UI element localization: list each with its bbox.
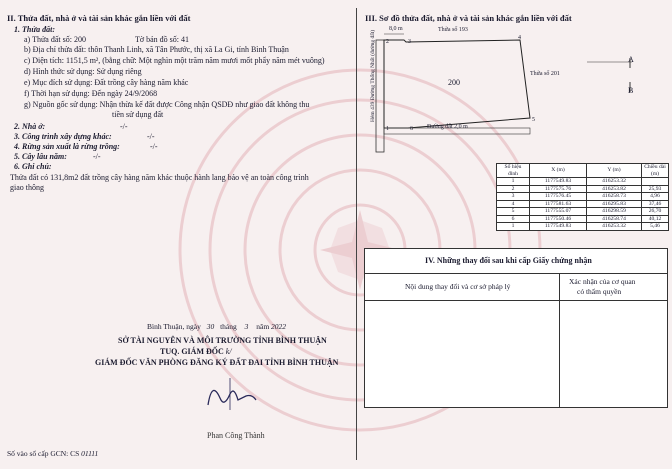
table-row [497, 200, 669, 208]
other-construction-heading: 3. Công trình xây dựng khác: [14, 132, 112, 141]
registration-value: 01111 [81, 449, 99, 458]
parcel-right-label: Thửa số 201 [530, 71, 560, 77]
land-plot-heading: 1. Thửa đất: [14, 25, 56, 34]
table-cell: 6 [497, 215, 530, 223]
col-confirmation-1: Xác nhận của cơ quan [569, 277, 636, 286]
sign-place-date [147, 322, 286, 332]
col-x: X (m) [530, 164, 587, 178]
perennial-trees-heading: 5. Cây lâu năm: [14, 152, 67, 161]
table-cell: 1177575.76 [530, 185, 587, 193]
table-cell: 25,93 [642, 185, 669, 193]
table-cell: 1177549.83 [530, 223, 587, 231]
usage-form: d) Hình thức sử dụng: Sử dụng riêng [24, 67, 142, 76]
section3-title: III. Sơ đồ thửa đất, nhà ở và tài sản khác gắn liền với đất [365, 13, 572, 23]
table-cell: 416258.74 [587, 215, 642, 223]
house-value: -/- [120, 122, 128, 131]
table-cell: 416253.32 [587, 223, 642, 231]
notes-line1: Thửa đất có 131,8m2 đất trồng cây hàng năm khác thuộc hành lang bảo vệ an toàn công trình [10, 173, 309, 182]
table-row [497, 223, 669, 231]
table-header-row [497, 164, 669, 178]
section4-box [364, 248, 668, 408]
tuq-director [160, 347, 232, 357]
registration-number [7, 449, 98, 459]
road-left-label: Hẻm 439 Đường Thống Nhất (đường đất) [370, 29, 376, 122]
marker-a: A [628, 55, 634, 64]
handwritten-signature [200, 370, 260, 420]
sign-month-label: tháng [220, 322, 237, 331]
table-row [497, 208, 669, 216]
signer-role: GIÁM ĐỐC VĂN PHÒNG ĐĂNG KÝ ĐẤT ĐAI TỈNH BÌNH THUẬN [95, 358, 339, 367]
vertex-3: 3 [408, 39, 411, 45]
map-sheet-number: Tờ bản đồ số: 41 [135, 35, 190, 44]
table-cell: 4 [497, 200, 530, 208]
sign-month: 3 [244, 322, 249, 331]
tuq-label: TUQ. GIÁM ĐỐC [160, 347, 224, 356]
table-row [497, 178, 669, 186]
table-cell: 1 [497, 178, 530, 186]
other-construction-value: -/- [147, 132, 155, 141]
notes-line2: giao thông [10, 183, 44, 192]
table-cell: 26,70 [642, 208, 669, 216]
section4-column-separator [559, 274, 560, 407]
vertex-4: 4 [518, 35, 521, 41]
col-length: Chiều dài (m) [642, 164, 669, 178]
vertex-1: 1 [386, 126, 389, 132]
vertex-2: 2 [386, 39, 389, 45]
issuing-org: SỞ TÀI NGUYÊN VÀ MÔI TRƯỜNG TỈNH BÌNH THUẬN [118, 336, 327, 345]
registration-label: Số vào sổ cấp GCN: CS [7, 449, 80, 458]
parcel-number: 200 [448, 78, 460, 87]
vertex-6: 6 [410, 126, 413, 132]
table-cell: 1177555.07 [530, 208, 587, 216]
house-heading: 2. Nhà ở: [14, 122, 46, 131]
sign-year-label: năm [256, 322, 270, 331]
vertex-coordinates-table [496, 163, 669, 231]
marker-b: B [628, 86, 634, 95]
usage-origin-cont: tiền sử dụng đất [112, 110, 164, 119]
sign-place: Bình Thuận, ngày [147, 322, 201, 331]
table-row [497, 193, 669, 201]
table-cell: 1177550.46 [530, 215, 587, 223]
table-cell: 416295.83 [587, 200, 642, 208]
table-cell: 1 [497, 223, 530, 231]
table-cell: 3 [497, 193, 530, 201]
table-cell: 40,12 [642, 215, 669, 223]
section4-title: IV. Những thay đổi sau khi cấp Giấy chứng nhận [425, 256, 592, 265]
section4-header [365, 249, 667, 274]
table-row [497, 215, 669, 223]
table-cell [642, 178, 669, 186]
table-cell: 1177549.83 [530, 178, 587, 186]
section2-title: II. Thửa đất, nhà ở và tài sản khác gắn liền với đất [7, 13, 191, 23]
table-cell: 5,46 [642, 223, 669, 231]
section-divider [356, 8, 357, 460]
col-vertex: Số hiệu đỉnh [497, 164, 530, 178]
table-cell: 1177576.45 [530, 193, 587, 201]
parcel-top-label: Thửa số 193 [438, 27, 468, 33]
table-row [497, 185, 669, 193]
table-cell: 416258.73 [587, 193, 642, 201]
road-bottom-label: Đường đất 2,0 m [427, 124, 468, 130]
plot-number: a) Thửa đất số: 200 [24, 35, 86, 44]
table-cell: 5 [497, 208, 530, 216]
table-cell: 416253.82 [587, 185, 642, 193]
tuq-handwritten-mark: k/ [225, 347, 232, 356]
table-cell: 2 [497, 185, 530, 193]
table-cell: 37,46 [642, 200, 669, 208]
signer-name: Phan Công Thành [207, 431, 265, 440]
perennial-trees-value: -/- [93, 152, 101, 161]
table-cell: 416298.59 [587, 208, 642, 216]
sign-year: 2022 [271, 322, 287, 331]
usage-origin: g) Nguồn gốc sử dụng: Nhận thừa kế đất được Công nhận QSDĐ như giao đất không thu [24, 100, 310, 109]
vertex-5: 5 [532, 117, 535, 123]
table-cell: 416253.32 [587, 178, 642, 186]
sign-day: 30 [206, 322, 215, 331]
parcel-diagram [362, 22, 662, 162]
col-confirmation-2: có thẩm quyền [577, 287, 622, 296]
table-cell: 4,96 [642, 193, 669, 201]
usage-term: f) Thời hạn sử dụng: Đến ngày 24/9/2068 [24, 89, 158, 98]
section4-columns [365, 274, 667, 301]
usage-purpose: e) Mục đích sử dụng: Đất trồng cây hàng năm khác [24, 78, 189, 87]
col-change-content: Nội dung thay đổi và cơ sở pháp lý [405, 282, 511, 291]
notes-heading: 6. Ghi chú: [14, 162, 52, 171]
plot-address: b) Địa chỉ thửa đất: thôn Thanh Linh, xã Tân Phước, thị xã La Gi, tỉnh Bình Thuận [24, 45, 289, 54]
table-cell: 1177581.63 [530, 200, 587, 208]
forest-value: -/- [150, 142, 158, 151]
dimension-top: 8,0 m [389, 26, 403, 32]
plot-area: c) Diện tích: 1151,5 m², (bằng chữ: Một nghìn một trăm năm mươi mốt phẩy năm mét vuông) [24, 56, 325, 65]
forest-heading: 4. Rừng sản xuất là rừng trồng: [14, 142, 120, 151]
col-y: Y (m) [587, 164, 642, 178]
